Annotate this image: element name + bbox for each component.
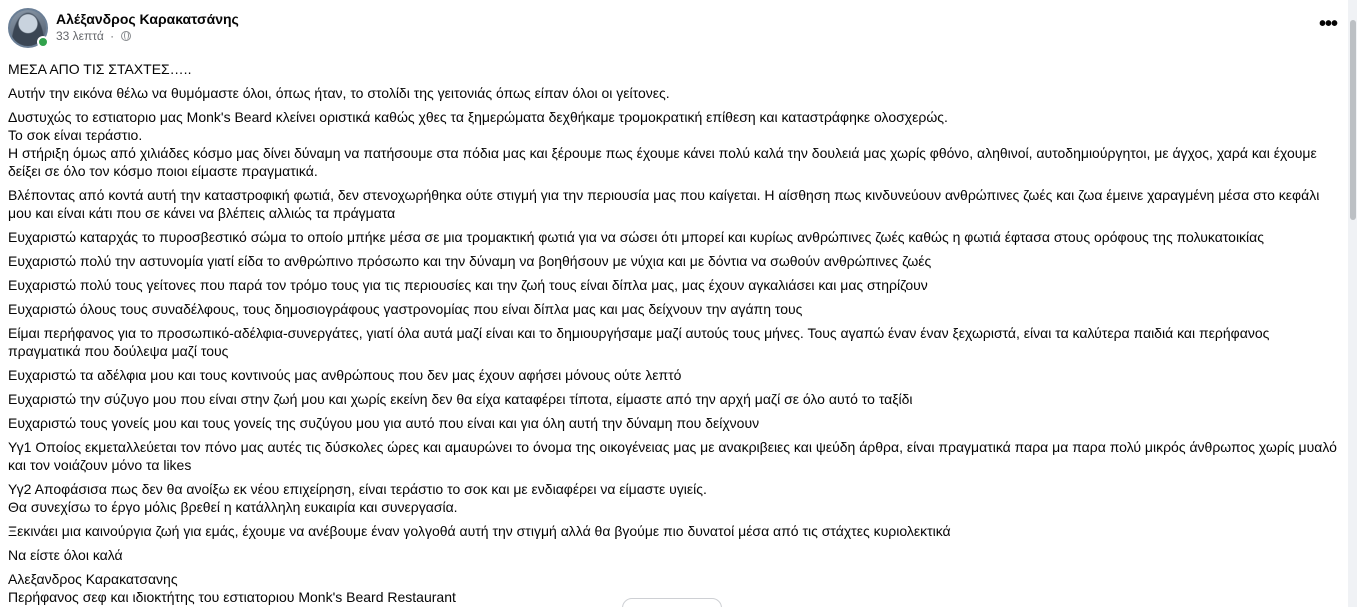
post-paragraph bbox=[8, 324, 1338, 360]
more-options-button[interactable]: ••• bbox=[1318, 13, 1337, 35]
post-paragraph bbox=[8, 522, 1338, 540]
post-paragraph bbox=[8, 186, 1338, 222]
post-text-line: Ευχαριστώ όλους τους συναδέλφους, τους δημοσιογράφους γαστρονομίας που είναι δίπλα μας και μας δείχνουν την αγάπη τους bbox=[8, 301, 803, 317]
author-name[interactable]: Αλέξανδρος Καρακατσάνης bbox=[56, 11, 239, 27]
post-text-line: Ευχαριστώ τα αδέλφια μου και τους κοντινούς μας ανθρώπους που δεν μας έχουν αφήσει μόνους ούτε λεπτό bbox=[8, 367, 682, 383]
post-text-line: Υγ2 Αποφάσισα πως δεν θα ανοίξω εκ νέου επιχείρηση, είναι τεράστιο το σοκ και με ενδιαφέρει να είμαστε υγιείς. bbox=[8, 481, 707, 497]
post-text-line: Η στήριξη όμως από χιλιάδες κόσμο μας δίνει δύναμη να πατήσουμε στα πόδια μας και ξέρουμε πως έχουμε κάνει πολύ καλά την δουλειά μας χωρίς φθόνο, αληθινοί, αυτοδημιούργητοι, με άγχος, χαρά και έχουμε δείξει σε όλο τον κόσμο ποιοι είμαστε πραγματικά. bbox=[8, 145, 1317, 179]
post-text-line: Είμαι περήφανος για το προσωπικό-αδέλφια-συνεργάτες, γιατί όλα αυτά μαζί είναι και το δημιουργήσαμε μαζί αυτούς τους μήνες. Τους αγαπώ έναν έναν ξεχωριστά, είναι τα καλύτερα παιδιά και περήφανος πραγματικά που δούλεψα μαζί τους bbox=[8, 325, 1270, 359]
post-paragraph bbox=[8, 480, 1338, 516]
post-text-line: Δυστυχώς το εστιατοριο μας Monk's Beard κλείνει οριστικά καθώς χθες τα ξημερώματα δεχθήκαμε τρομοκρατική επίθεση και καταστράφηκε ολοσχερώς. bbox=[8, 109, 948, 125]
post-text-line: Περήφανος σεφ και ιδιοκτήτης του εστιατοριου Monk's Beard Restaurant bbox=[8, 589, 456, 605]
post-body bbox=[8, 60, 1338, 607]
post-text-line: Αλεξανδρος Καρακατσανης bbox=[8, 571, 178, 587]
post-paragraph bbox=[8, 390, 1338, 408]
post-text-line: Να είστε όλοι καλά bbox=[8, 547, 123, 563]
post-text-line: Ευχαριστώ καταρχάς το πυροσβεστικό σώμα το οποίο μπήκε μέσα σε μια τρομακτική φωτιά για να σώσει ότι μπορεί και κυρίως ανθρώπινες ζωές καθώς η φωτιά έφτασα στους ορόφους της πολυκατοικίας bbox=[8, 229, 1265, 245]
online-status-icon bbox=[37, 36, 49, 48]
post-time[interactable]: 33 λεπτά bbox=[56, 29, 104, 43]
post-text-line: ΜΕΣΑ ΑΠΟ ΤΙΣ ΣΤΑΧΤΕΣ….. bbox=[8, 61, 192, 77]
post-text-line: Βλέποντας από κοντά αυτή την καταστροφική φωτιά, δεν στενοχωρήθηκα ούτε στιγμή για την περιουσία μας που καίγεται. Η αίσθηση πως κινδυνεύουν ανθρώπινες ζωές και ζωα έμεινε χαραγμένη μέσα στο κεφάλι μου και είναι κάτι που σε κάνει να βλέπεις αλλιώς τα πράγματα bbox=[8, 187, 1320, 221]
post-paragraph bbox=[8, 108, 1338, 180]
post-text-line: Ευχαριστώ την σύζυγο μου που είναι στην ζωή μου και χωρίς εκείνη δεν θα είχα καταφέρει τίποτα, είμαστε από την αρχή μαζί σε όλο αυτό το ταξίδι bbox=[8, 391, 913, 407]
post-meta bbox=[56, 29, 131, 43]
post-paragraph bbox=[8, 438, 1338, 474]
globe-icon[interactable] bbox=[121, 31, 131, 41]
post-paragraph bbox=[8, 276, 1338, 294]
post-paragraph bbox=[8, 546, 1338, 564]
post-text-line: Ξεκινάει μια καινούργια ζωή για εμάς, έχουμε να ανέβουμε έναν γολγοθά αυτή την στιγμή αλλά θα βγούμε πιο δυνατοί μέσα από τις στάχτες κυριολεκτικά bbox=[8, 523, 951, 539]
post-text-line: Το σοκ είναι τεράστιο. bbox=[8, 127, 143, 143]
new-posts-pill[interactable] bbox=[622, 598, 722, 607]
post-text-line: Ευχαριστώ πολύ την αστυνομία γιατί είδα το ανθρώπινο πρόσωπο και την δύναμη να βοηθήσουν με νύχια και με δόντια να σωθούν ανθρώπινες ζωές bbox=[8, 253, 932, 269]
meta-separator: · bbox=[110, 29, 115, 43]
post-paragraph bbox=[8, 366, 1338, 384]
post-paragraph bbox=[8, 60, 1338, 78]
post-paragraph bbox=[8, 414, 1338, 432]
post-text-line: Αυτήν την εικόνα θέλω να θυμόμαστε όλοι, όπως ήταν, το στολίδι της γειτονιάς όπως είπαν όλοι οι γείτονες. bbox=[8, 85, 670, 101]
scrollbar-thumb[interactable] bbox=[1350, 20, 1356, 220]
post-paragraph bbox=[8, 252, 1338, 270]
post-header bbox=[8, 8, 1338, 48]
post-paragraph bbox=[8, 228, 1338, 246]
post-text-line: Ευχαριστώ τους γονείς μου και τους γονείς της συζύγου μου για αυτό που είναι και για όλη αυτή την δύναμη που δείχνουν bbox=[8, 415, 760, 431]
post-text-line: Υγ1 Οποίος εκμεταλλεύεται τον πόνο μας αυτές τις δύσκολες ώρες και αμαυρώνει το όνομα της οικογένειας μας με ανακριβειες και ψεύδη άρθρα, είναι πραγματικά παρα μα παρα πολύ μικρός άνθρωπος χωρίς μυαλό και τον νοιάζουν μόνο τα likes bbox=[8, 439, 1337, 473]
post-paragraph bbox=[8, 84, 1338, 102]
post-text-line: Ευχαριστώ πολύ τους γείτονες που παρά τον τρόμο τους για τις περιουσίες και την ζωή τους είναι δίπλα μας, μας έχουν αγκαλιάσει και μας στηρίζουν bbox=[8, 277, 928, 293]
post-paragraph bbox=[8, 300, 1338, 318]
post-text-line: Θα συνεχίσω το έργο μόλις βρεθεί η κατάλληλη ευκαιρία και συνεργασία. bbox=[8, 499, 458, 515]
